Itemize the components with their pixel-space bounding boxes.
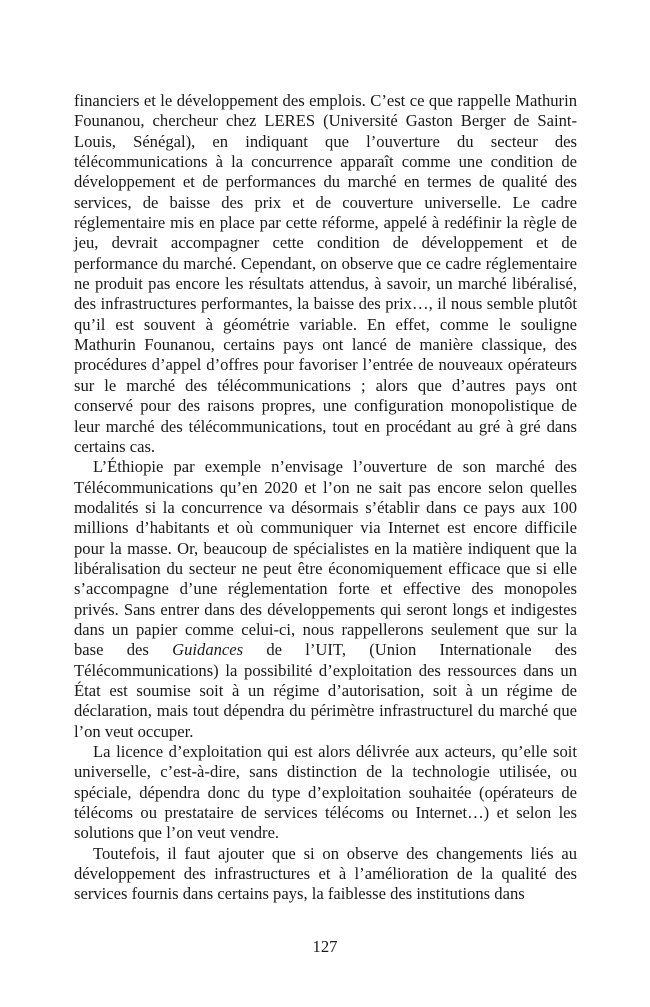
paragraph-4: Toutefois, il faut ajouter que si on observe des changements liés au développement des infrastructures et à l’amélioration de la qualité des services fournis dans certains pays, la faiblesse des institutions dans (74, 843, 577, 904)
paragraph-1: financiers et le développement des emplois. C’est ce que rappelle Mathurin Founanou, chercheur chez LERES (Université Gaston Berger de Saint-Louis, Sénégal), en indiquant que l’ouverture du secteur des télécommunications à la concurrence apparaît comme une condition de développement et de performances du marché en termes de qualité des services, de baisse des prix et de couverture universelle. Le cadre réglementaire mis en place par cette réforme, appelé à redéfinir la règle de jeu, devrait accompagner cette condition de développement et de performance du marché. Cependant, on observe que ce cadre réglementaire ne produit pas encore les résultats attendus, à savoir, un marché libéralisé, des infrastructures performantes, la baisse des prix…, il nous semble plutôt qu’il est souvent à géométrie variable. En effet, comme le souligne Mathurin Founanou, certains pays ont lancé de manière classique, des procédures d’appel d’offres pour favoriser l’entrée de nouveaux opérateurs sur le marché des télécommunications ; alors que d’autres pays ont conservé pour des raisons propres, une configuration monopolistique de leur marché des télécommunications, tout en procédant au gré à gré dans certains cas. (74, 91, 577, 456)
paragraph-3: La licence d’exploitation qui est alors délivrée aux acteurs, qu’elle soit universelle, c’est-à-dire, sans distinction de la technologie utilisée, ou spéciale, dépendra donc du type d’exploitation souhaitée (opérateurs de télécoms ou prestataire de services télécoms ou Internet…) et selon les solutions que l’on veut vendre. (74, 742, 577, 843)
paragraph-2-part-1: L’Éthiopie par exemple n’envisage l’ouverture de son marché des Télécommunications qu’en 2020 et l’on ne sait pas encore selon quelles modalités si la concurrence va désormais s’établir dans ce pays aux 100 millions d’habitants et où communiquer via Internet est encore difficile pour la masse. Or, beaucoup de spécialistes en la matière indiquent que la libéralisation du secteur ne peut être économiquement efficace que si elle s’accompagne d’une réglementation forte et effective des monopoles privés. Sans entrer dans des développements qui seront longs et indigestes dans un papier comme celui-ci, nous rappellerons seulement que sur la base des (74, 457, 577, 660)
page-number: 127 (312, 937, 338, 956)
paragraph-2-part-2: de l’UIT, (Union Internationale des Télécommunications) la possibilité d’exploitation des ressources dans un État est soumise soit à un régime d’autorisation, soit à un régime de déclaration, mais tout dépendra du périmètre infrastructurel du marché que l’on veut occuper. (74, 640, 578, 741)
guidances-term: Guidances (172, 640, 244, 660)
paragraph-2 (74, 457, 577, 742)
body-text (74, 91, 577, 905)
